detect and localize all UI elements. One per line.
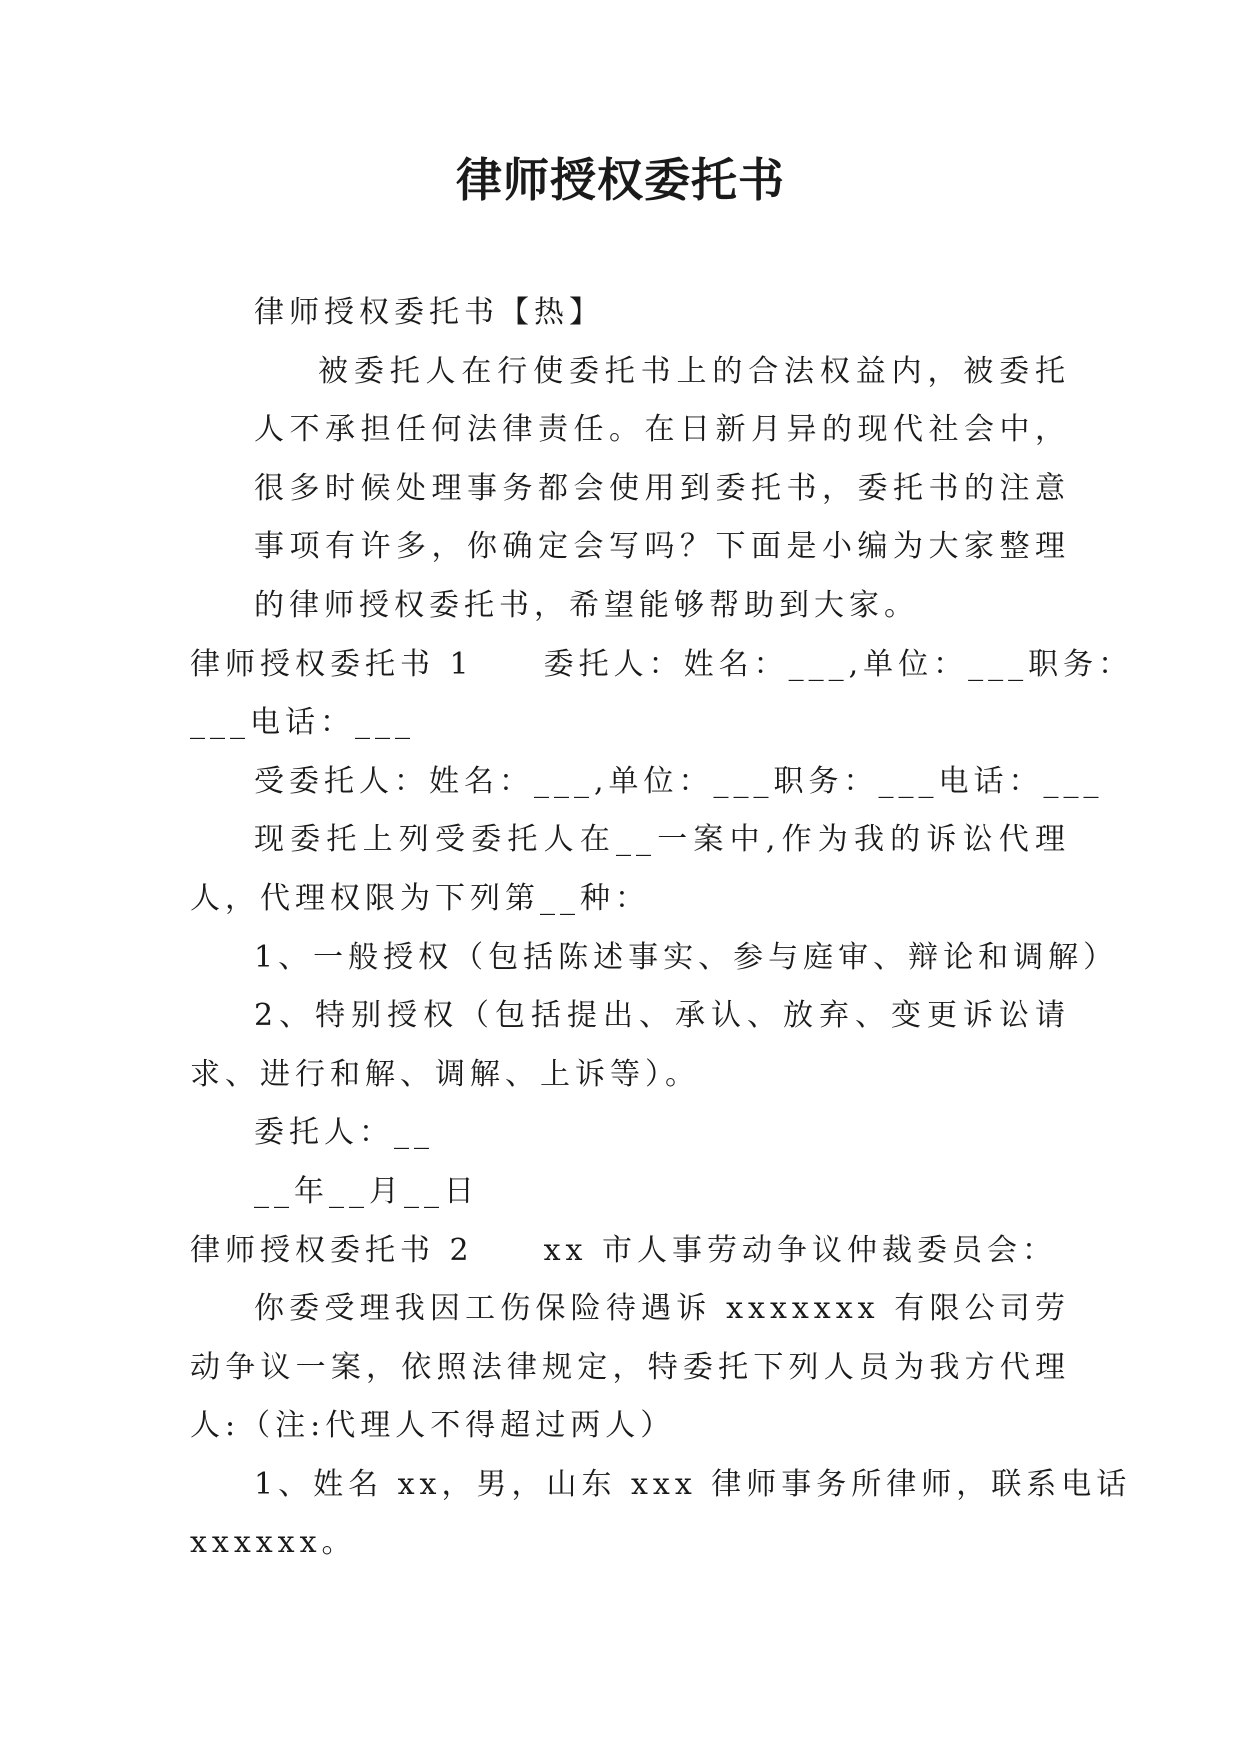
agent1-line-a: 1、姓名 xx，男，山东 xxx 律师事务所律师，联系电话: [254, 1466, 1132, 1502]
principal-line-b: ___电话：___: [190, 705, 415, 741]
agent-line: 受委托人：姓名：___,单位：___职务：___电话：___: [254, 763, 1104, 799]
heading-line: 律师授权委托书【热】: [254, 295, 604, 330]
document-body: [190, 284, 1134, 1573]
section2-body: 你委受理我因工伤保险待遇诉 xxxxxxx 有限公司劳动争议一案，依照法律规定，特委托下列人员为我方代理人:（注:代理人不得超过两人）: [190, 1291, 1070, 1444]
addressee: xx 市人事劳动争议仲裁委员会：: [543, 1232, 1057, 1268]
intro-paragraph: 被委托人在行使委托书上的合法权益内，被委托人不承担任何法律责任。在日新月异的现代社会中，很多时候处理事务都会使用到委托书，委托书的注意事项有许多，你确定会写吗？下面是小编为大家整理的律师授权委托书，希望能够帮助到大家。: [254, 353, 1070, 623]
section2-label: 律师授权委托书 2: [190, 1232, 474, 1268]
option-special: 2、特别授权（包括提出、承认、放弃、变更诉讼请求、进行和解、调解、上诉等）。: [190, 998, 1070, 1092]
option-general: 1、一般授权（包括陈述事实、参与庭审、辩论和调解）: [254, 939, 1119, 975]
date-line: __年__月__日: [254, 1173, 479, 1209]
section1-header-line: [190, 636, 1134, 695]
section2-header-line: [190, 1222, 1070, 1281]
signature-line: 委托人：__: [254, 1115, 434, 1151]
authorization-paragraph: 现委托上列受委托人在__一案中,作为我的诉讼代理人，代理权限为下列第__种：: [190, 822, 1070, 916]
document-title: 律师授权委托书: [456, 153, 785, 207]
section1-label: 律师授权委托书 1: [190, 646, 474, 682]
agent1-line-b: xxxxxx。: [190, 1525, 357, 1561]
principal-line-a: 委托人：姓名：___,单位：___职务：: [543, 646, 1134, 682]
